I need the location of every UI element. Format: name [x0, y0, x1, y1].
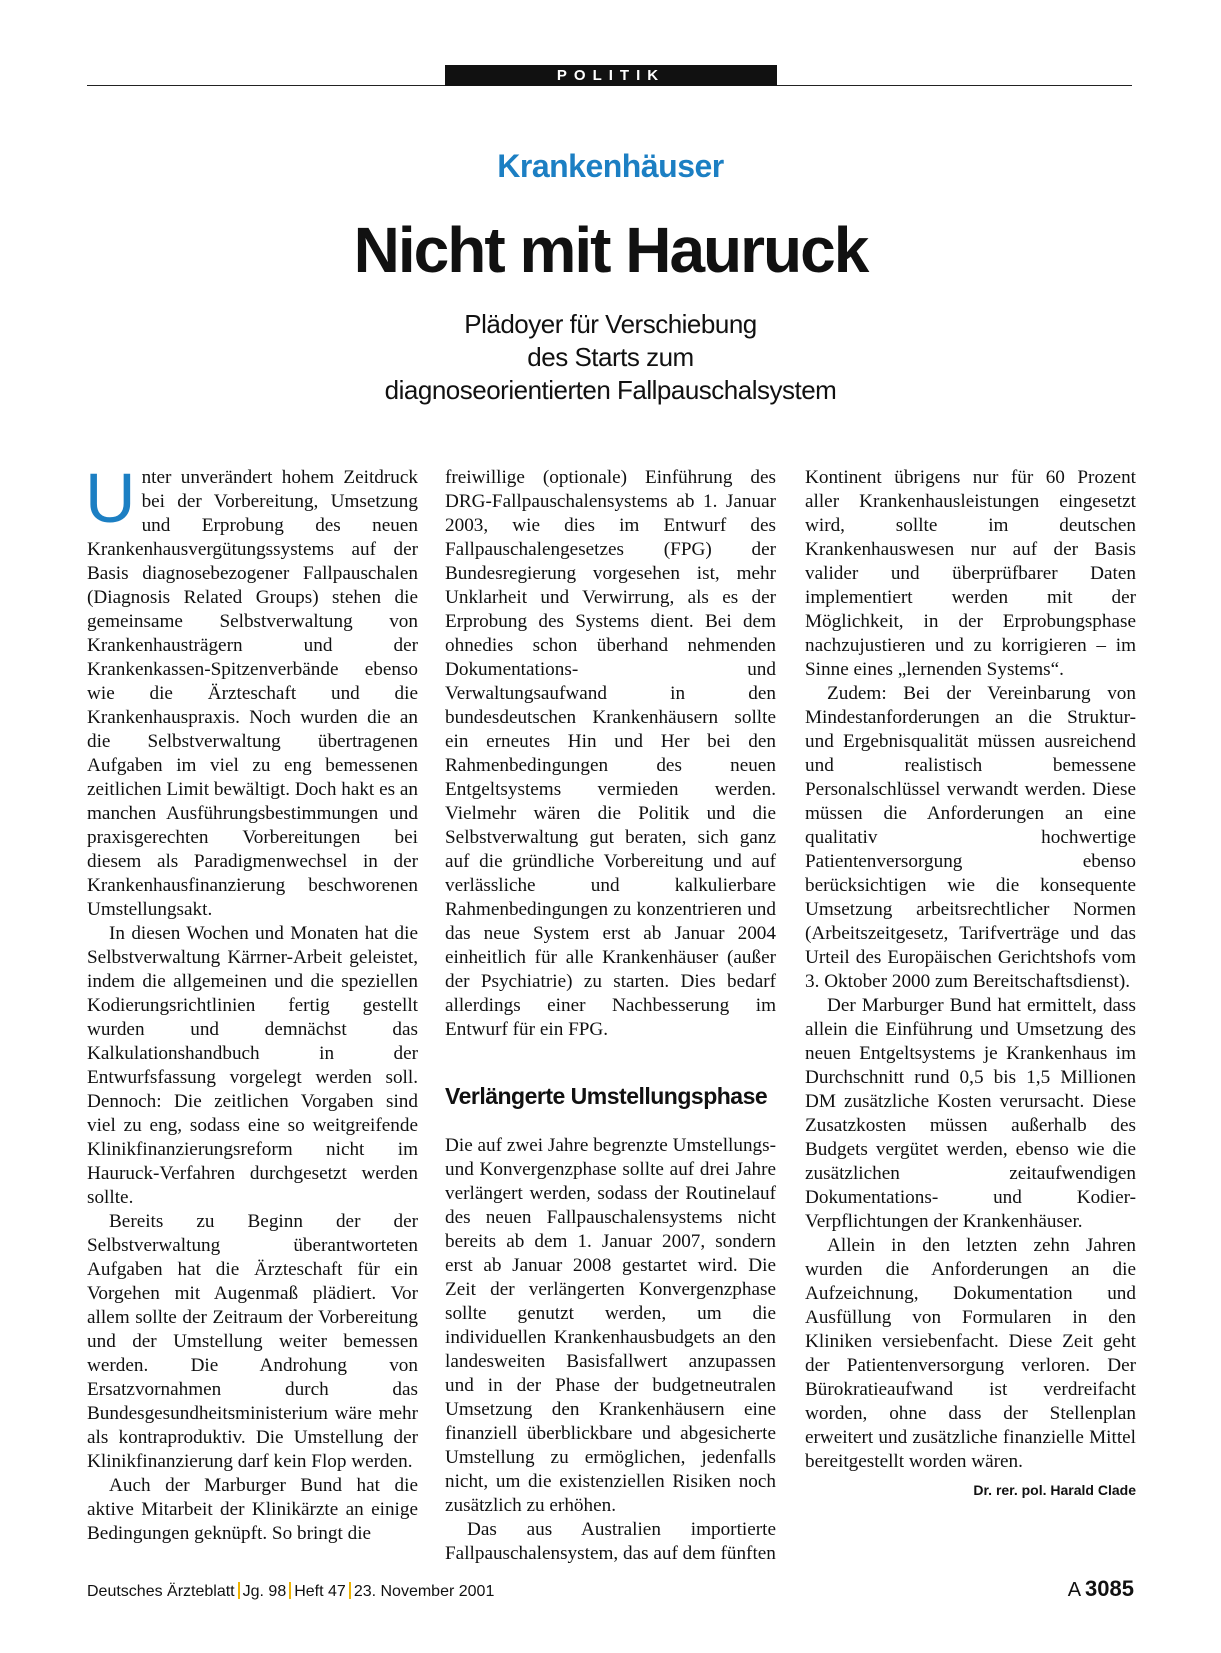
drop-cap: U — [85, 459, 136, 537]
column-3 — [805, 466, 1136, 1502]
paragraph: Das aus Australien importierte Fallpauschalensystem, das auf dem fünften — [445, 1519, 776, 1564]
page-prefix: A — [1067, 1579, 1082, 1601]
paragraph: Auch der Marburger Bund hat die aktive Mitarbeit der Klinikärzte an einige Bedingungen geknüpft. So bringt die — [87, 1475, 418, 1544]
section-heading: Verlängerte Umstellungsphase — [445, 1083, 768, 1109]
journal-name: Deutsches Ärzteblatt — [87, 1583, 235, 1600]
footer-citation — [87, 1582, 494, 1601]
author-signature: Dr. rer. pol. Harald Clade — [973, 1482, 1136, 1498]
footer-separator — [349, 1582, 351, 1599]
column-1 — [85, 459, 418, 1546]
paragraph-text: Allein in den letzten zehn Jahren wurden die Anforderungen an die Aufzeichnung, Dokumentation und Ausfüllung von Formularen in den Kliniken versiebenfacht. Diese Zeit geht der Patientenversorgung verloren. Der Bürokratieaufwand ist verdreifacht worden, ohne dass der Stellenplan erweitert und zusätzliche finanzielle Mittel bereitgestellt worden wären. — [805, 1235, 1136, 1472]
volume: Jg. 98 — [242, 1583, 287, 1600]
page-number — [1068, 1576, 1134, 1602]
paragraph: Kontinent übrigens nur für 60 Prozent aller Krankenhausleistungen eingesetzt wird, sollte im deutschen Krankenhauswesen nur auf der Basis valider und überprüfbarer Daten implementiert werden mit der Möglichkeit, in der Erprobungsphase nachzujustieren und zu korrigieren – im Sinne eines „lernenden Systems“. — [805, 467, 1136, 680]
issue: Heft 47 — [294, 1583, 346, 1600]
paragraph: Die auf zwei Jahre begrenzte Umstellungs- und Konvergenzphase sollte auf drei Jahre verlängert werden, sodass der Routinelauf des neuen Fallpauschalensystems nicht bereits ab dem 1. Januar 2007, sondern erst ab Januar 2008 gestartet wird. Die Zeit der verlängerten Konvergenzphase sollte genutzt werden, um die individuellen Krankenhausbudgets an den landesweiten Basisfallwert anzupassen und in der Phase der budgetneutralen Umsetzung den Krankenhäusern eine finanziell überblickbare und abgesicherte Umstellung zu ermöglichen, jedenfalls nicht, um die existenziellen Risiken noch zusätzlich zu erhöhen. — [445, 1135, 776, 1516]
paragraph-text: nter unverändert hohem Zeitdruck bei der Vorbereitung, Umsetzung und Erprobung des neuen Krankenhausvergütungssystems auf der Basis diagnosebezogener Fallpauschalen (Diagnosis Related Groups) stehen die gemeinsame Selbstverwaltung von Krankenhausträgern und der Krankenkassen-Spitzenverbände ebenso wie die Ärzteschaft und die Krankenhauspraxis. Noch wurden die an die Selbstverwaltung übertragenen Aufgaben im viel zu eng bemessenen zeitlichen Limit bewältigt. Doch hakt es an manchen Ausführungsbestimmungen und praxisgerechten Vorbereitungen bei diesem als Paradigmenwechsel in der Krankenhausfinanzierung beschworenen Umstellungsakt. — [87, 467, 418, 920]
subtitle — [0, 308, 1221, 407]
kicker: Krankenhäuser — [497, 148, 724, 184]
paragraph: Bereits zu Beginn der der Selbstverwaltung überantworteten Aufgaben hat die Ärzteschaft für ein Vorgehen mit Augenmaß plädiert. Vor allem sollte der Zeitraum der Vorbereitung und der Umstellung weiter bemessen werden. Die Androhung von Ersatzvornahmen durch das Bundesgesundheitsministerium wäre mehr als kontraproduktiv. Die Umstellung der Klinikfinanzierung darf kein Flop werden. — [87, 1211, 418, 1472]
subtitle-line: diagnoseorientierten Fallpauschalsystem — [384, 375, 837, 405]
issue-date: 23. November 2001 — [353, 1583, 495, 1600]
paragraph: freiwillige (optionale) Einführung des DRG-Fallpauschalensystems ab 1. Januar 2003, wie dies im Entwurf des Fallpauschalengesetzes (FPG) der Bundesregierung vorgesehen ist, mehr Unklarheit und Verwirrung, als es der Erprobung des Systems dient. Bei dem ohnedies schon überhand nehmenden Dokumentations- und Verwaltungsaufwand in den bundesdeutschen Krankenhäusern sollte ein erneutes Hin und Her bei den Rahmenbedingungen des neuen Entgeltsystems vermieden werden. Vielmehr wären die Politik und die Selbstverwaltung gut beraten, sich ganz auf die gründliche Vorbereitung und auf verlässliche und kalkulierbare Rahmenbedingungen zu konzentrieren und das neue System erst ab Januar 2004 einheitlich für alle Krankenhäuser (außer der Psychiatrie) zu starten. Dies bedarf allerdings einer Nachbesserung im Entwurf für ein FPG. — [445, 467, 776, 1040]
page-number-value: 3085 — [1085, 1576, 1134, 1601]
paragraph: In diesen Wochen und Monaten hat die Selbstverwaltung Kärrner-Arbeit geleistet, indem die allgemeinen und die speziellen Kodierungsrichtlinien fertig gestellt wurden und demnächst das Kalkulationshandbuch in der Entwurfsfassung vorgelegt werden soll. Dennoch: Die zeitlichen Vorgaben sind viel zu eng, sodass eine so weitgreifende Klinikfinanzierungsreform nicht im Hauruck-Verfahren durchgesetzt werden sollte. — [87, 923, 418, 1208]
subtitle-line: Plädoyer für Verschiebung — [464, 309, 757, 339]
column-2 — [445, 466, 776, 1566]
paragraph — [85, 459, 418, 922]
paragraph: Zudem: Bei der Vereinbarung von Mindestanforderungen an die Struktur- und Ergebnisqualität müssen ausreichend und realistisch bemessene Personalschlüssel verwandt werden. Diese müssen die Anforderungen an eine qualitativ hochwertige Patientenversorgung ebenso berücksichtigen wie die konsequente Umsetzung arbeitsrechtlicher Normen (Arbeitszeitgesetz, Tarifverträge und das Urteil des Europäischen Gerichtshofs vom 3. Oktober 2000 zum Bereitschaftsdienst). — [805, 683, 1136, 992]
footer-separator — [238, 1582, 240, 1599]
subtitle-line: des Starts zum — [527, 342, 694, 372]
footer-separator — [289, 1582, 291, 1599]
headline: Nicht mit Hauruck — [353, 214, 868, 286]
section-label: POLITIK — [445, 65, 777, 86]
paragraph: Der Marburger Bund hat ermittelt, dass allein die Einführung und Umsetzung des neuen Entgeltsystems je Krankenhaus im Durchschnitt rund 0,5 bis 1,5 Millionen DM zusätzliche Kosten verursacht. Diese Zusatzkosten müssen außerhalb des Budgets vergütet werden, ebenso wie die zusätzlichen zeitaufwendigen Dokumentations- und Kodier-Verpflichtungen der Krankenhäuser. — [805, 995, 1136, 1232]
paragraph — [805, 1234, 1136, 1498]
